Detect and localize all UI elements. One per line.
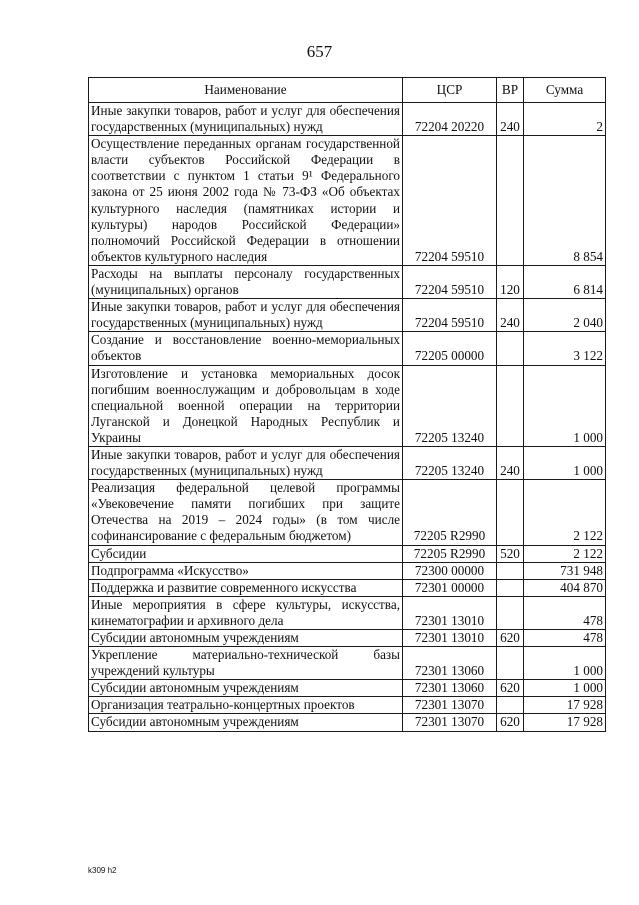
- row-sum: 1 000: [524, 446, 606, 479]
- row-csr: 72205 R2990: [403, 480, 497, 545]
- table-row: [89, 446, 606, 479]
- table-row: [89, 299, 606, 332]
- table-row: [89, 697, 606, 714]
- row-csr: 72301 13010: [403, 596, 497, 629]
- table-row: [89, 714, 606, 731]
- table-row: [89, 545, 606, 562]
- row-name: Иные мероприятия в сфере культуры, искусства, кинематографии и архивного дела: [89, 596, 403, 629]
- row-name: Осуществление переданных органам государственной власти субъектов Российской Федерации в соответствии с пунктом 1 статьи 9¹ Федерального закона от 25 июня 2002 года № 73-ФЗ «Об объектах культурного наследия (памятниках истории и культуры) народов Российской Федерации» полномочий Российской Федерации в отношении объектов культурного наследия: [89, 136, 403, 266]
- row-name: Подпрограмма «Искусство»: [89, 562, 403, 579]
- row-sum: 6 814: [524, 265, 606, 298]
- row-vr: [497, 647, 524, 680]
- row-name: Иные закупки товаров, работ и услуг для обеспечения государственных (муниципальных) нужд: [89, 103, 403, 136]
- row-vr: 620: [497, 630, 524, 647]
- row-name: Создание и восстановление военно-мемориальных объектов: [89, 332, 403, 365]
- header-vr: ВР: [497, 78, 524, 103]
- table-row: [89, 332, 606, 365]
- header-name: Наименование: [89, 78, 403, 103]
- table-row: [89, 265, 606, 298]
- table-row: [89, 647, 606, 680]
- row-csr: 72301 13070: [403, 714, 497, 731]
- row-vr: 240: [497, 299, 524, 332]
- row-csr: 72301 13010: [403, 630, 497, 647]
- row-csr: 72204 59510: [403, 265, 497, 298]
- row-sum: 17 928: [524, 697, 606, 714]
- table-row: [89, 136, 606, 266]
- table-header-row: [89, 78, 606, 103]
- row-vr: 620: [497, 714, 524, 731]
- row-csr: 72301 00000: [403, 579, 497, 596]
- table-row: [89, 596, 606, 629]
- row-sum: 1 000: [524, 647, 606, 680]
- row-name: Субсидии: [89, 545, 403, 562]
- row-vr: 520: [497, 545, 524, 562]
- row-csr: 72204 59510: [403, 136, 497, 266]
- row-name: Изготовление и установка мемориальных досок погибшим военнослужащим и добровольцам в ходе специальной военной операции на территории Луганской и Донецкой Народных Республик и Украины: [89, 365, 403, 446]
- row-name: Иные закупки товаров, работ и услуг для обеспечения государственных (муниципальных) нужд: [89, 299, 403, 332]
- row-sum: 2: [524, 103, 606, 136]
- row-csr: 72205 13240: [403, 446, 497, 479]
- row-name: Субсидии автономным учреждениям: [89, 680, 403, 697]
- row-sum: 404 870: [524, 579, 606, 596]
- row-name: Поддержка и развитие современного искусства: [89, 579, 403, 596]
- table-row: [89, 562, 606, 579]
- row-vr: 120: [497, 265, 524, 298]
- row-vr: 240: [497, 446, 524, 479]
- row-csr: 72301 13070: [403, 697, 497, 714]
- row-vr: [497, 596, 524, 629]
- table-row: [89, 680, 606, 697]
- header-sum: Сумма: [524, 78, 606, 103]
- row-sum: 8 854: [524, 136, 606, 266]
- row-name: Субсидии автономным учреждениям: [89, 630, 403, 647]
- row-vr: [497, 480, 524, 545]
- row-vr: 240: [497, 103, 524, 136]
- row-csr: 72301 13060: [403, 680, 497, 697]
- row-vr: 620: [497, 680, 524, 697]
- page-number: 657: [306, 42, 333, 61]
- row-sum: 731 948: [524, 562, 606, 579]
- row-csr: 72205 R2990: [403, 545, 497, 562]
- table-row: [89, 630, 606, 647]
- row-sum: 2 040: [524, 299, 606, 332]
- row-csr: 72204 20220: [403, 103, 497, 136]
- row-name: Расходы на выплаты персоналу государственных (муниципальных) органов: [89, 265, 403, 298]
- row-name: Реализация федеральной целевой программы «Увековечение памяти погибших при защите Отечества на 2019 – 2024 годы» (в том числе софинансирование с федеральным бюджетом): [89, 480, 403, 545]
- table-row: [89, 480, 606, 545]
- row-sum: 2 122: [524, 480, 606, 545]
- table-row: [89, 365, 606, 446]
- header-csr: ЦСР: [403, 78, 497, 103]
- row-sum: 3 122: [524, 332, 606, 365]
- row-name: Укрепление материально-технической базы учреждений культуры: [89, 647, 403, 680]
- row-name: Субсидии автономным учреждениям: [89, 714, 403, 731]
- row-sum: 1 000: [524, 365, 606, 446]
- row-sum: 478: [524, 630, 606, 647]
- row-csr: 72301 13060: [403, 647, 497, 680]
- row-vr: [497, 579, 524, 596]
- budget-table: [88, 77, 606, 732]
- row-vr: [497, 562, 524, 579]
- row-sum: 17 928: [524, 714, 606, 731]
- row-vr: [497, 365, 524, 446]
- row-name: Организация театрально-концертных проектов: [89, 697, 403, 714]
- row-name: Иные закупки товаров, работ и услуг для обеспечения государственных (муниципальных) нужд: [89, 446, 403, 479]
- row-csr: 72300 00000: [403, 562, 497, 579]
- row-sum: 2 122: [524, 545, 606, 562]
- row-sum: 478: [524, 596, 606, 629]
- row-sum: 1 000: [524, 680, 606, 697]
- footer-code: k309 h2: [88, 866, 117, 875]
- row-vr: [497, 136, 524, 266]
- row-csr: 72205 13240: [403, 365, 497, 446]
- row-vr: [497, 332, 524, 365]
- row-vr: [497, 697, 524, 714]
- row-csr: 72205 00000: [403, 332, 497, 365]
- table-row: [89, 579, 606, 596]
- row-csr: 72204 59510: [403, 299, 497, 332]
- table-row: [89, 103, 606, 136]
